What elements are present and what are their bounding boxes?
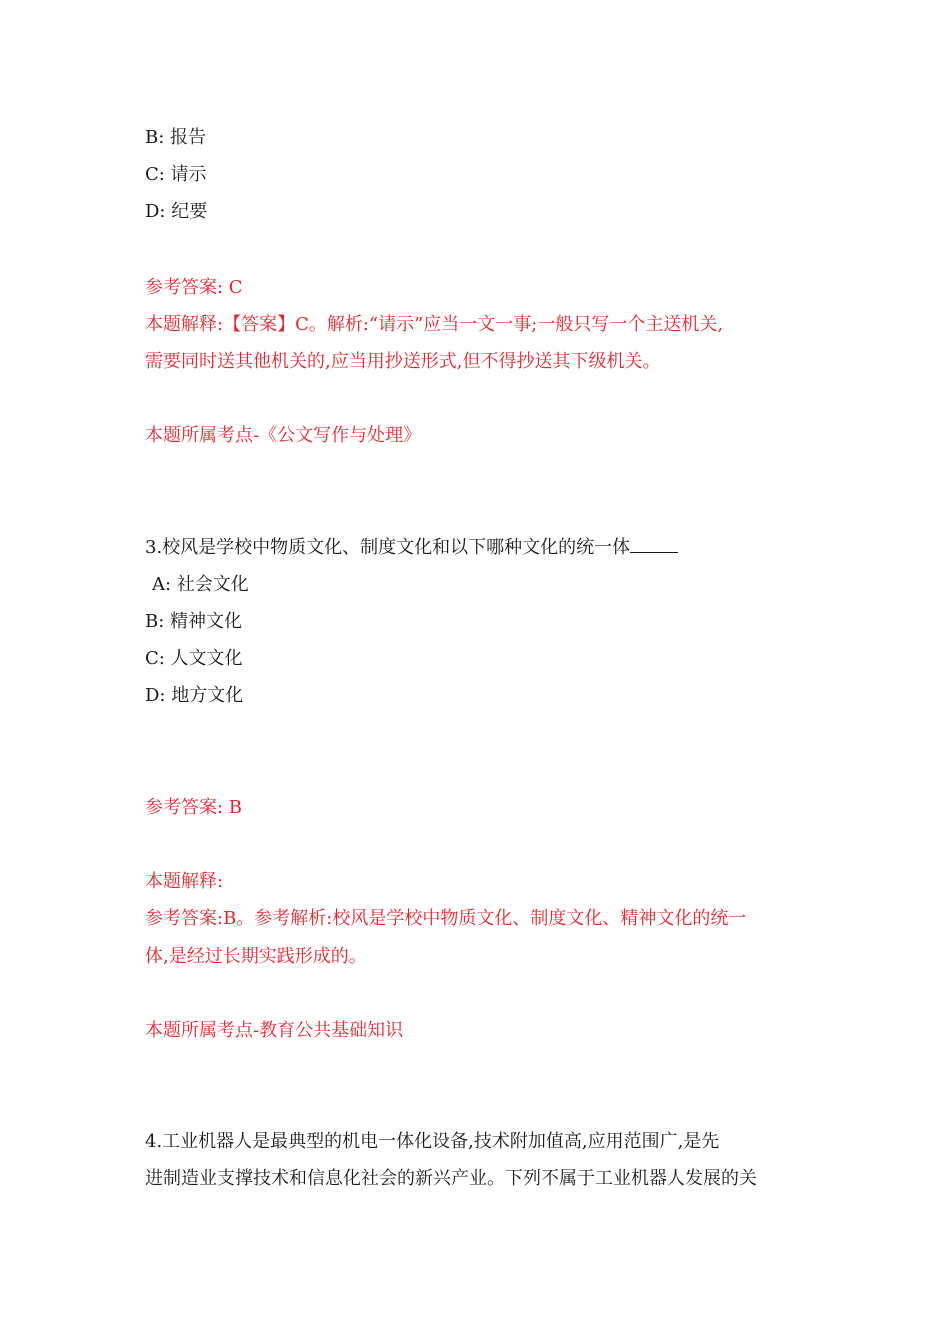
q4-question-line2: 进制造业支撑技术和信息化社会的新兴产业。下列不属于工业机器人发展的关	[145, 1168, 757, 1189]
q3-answer: 参考答案: B	[145, 797, 243, 818]
q2-explanation-line2: 需要同时送其他机关的,应当用抄送形式,但不得抄送其下级机关。	[145, 351, 661, 372]
q2-topic: 本题所属考点-《公文写作与处理》	[145, 425, 422, 446]
q3-option-b: B: 精神文化	[145, 611, 243, 632]
q3-explanation-line2: 体,是经过长期实践形成的。	[145, 946, 367, 967]
q3-option-c: C: 人文文化	[145, 648, 243, 669]
q3-explanation-label: 本题解释:	[145, 871, 224, 892]
q2-explanation-line1: 本题解释:【答案】C。解析:“请示”应当一文一事;一般只写一个主送机关,	[145, 314, 724, 335]
q3-topic: 本题所属考点-教育公共基础知识	[145, 1020, 404, 1041]
q3-question	[145, 536, 678, 559]
q4-question-line1: 4.工业机器人是最典型的机电一体化设备,技术附加值高,应用范围广,是先	[145, 1131, 720, 1152]
q3-explanation-line1: 参考答案:B。参考解析:校风是学校中物质文化、制度文化、精神文化的统一	[145, 908, 747, 929]
q2-option-b: B: 报告	[145, 127, 207, 148]
q2-answer: 参考答案: C	[145, 277, 243, 298]
q3-option-a: A: 社会文化	[152, 574, 249, 595]
q3-question-text: 3.校风是学校中物质文化、制度文化和以下哪种文化的统一体	[145, 537, 631, 558]
q3-option-d: D: 地方文化	[145, 685, 244, 706]
q2-option-c: C: 请示	[145, 164, 207, 185]
answer-blank	[630, 536, 678, 553]
q2-option-d: D: 纪要	[145, 201, 208, 222]
